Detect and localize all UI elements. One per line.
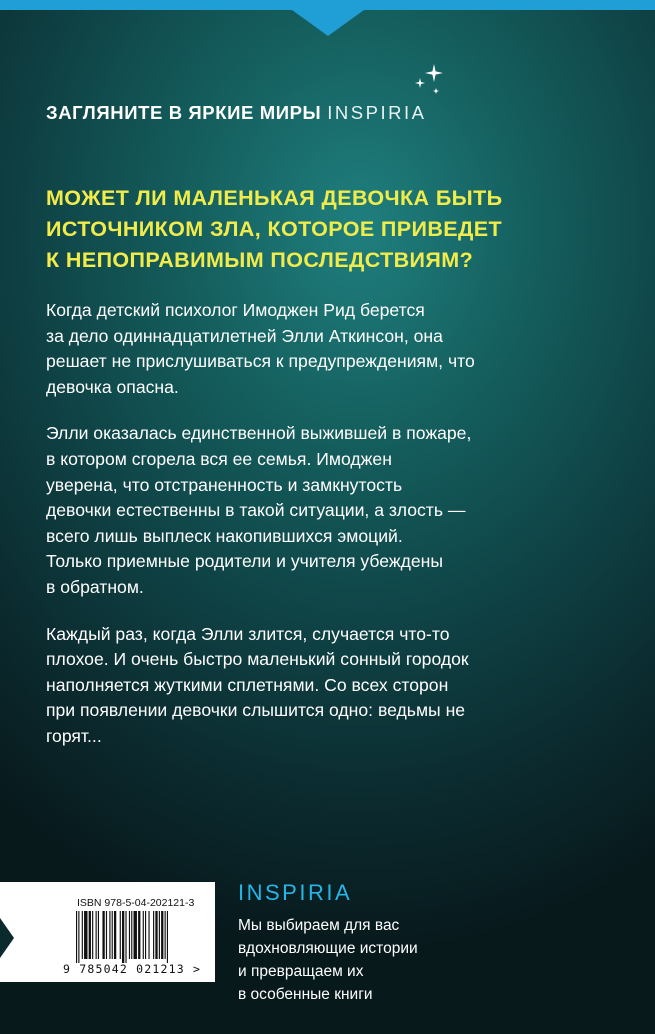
blurb-paragraph [46, 421, 621, 600]
barcode-bar [109, 911, 110, 959]
barcode-bar [125, 911, 126, 963]
barcode [76, 911, 206, 963]
blurb-line: решает не прислушиваться к предупреждениям, что [46, 351, 475, 372]
sparkles-icon [410, 62, 446, 98]
barcode-bar [159, 911, 160, 959]
blurb-line: уверена, что отстраненность и замкнутость [46, 474, 403, 495]
barcode-bar [131, 911, 132, 959]
blurb-paragraph [46, 298, 621, 400]
headline [46, 183, 606, 276]
blurb-line: горят... [46, 725, 102, 746]
barcode-bar [165, 911, 166, 959]
top-ribbon [0, 0, 655, 10]
barcode-bar [96, 911, 97, 959]
barcode-bar [114, 911, 116, 959]
blurb-line: наполняется жуткими сплетнями. Со всех сторон [46, 674, 449, 695]
barcode-bar [78, 911, 79, 963]
barcode-bar [143, 911, 144, 959]
publisher-block [238, 880, 418, 1006]
blurb [46, 298, 621, 771]
barcode-bar [106, 911, 107, 959]
barcode-panel-notch [0, 918, 14, 958]
barcode-bar [76, 911, 77, 963]
barcode-bar [167, 911, 168, 963]
barcode-bar [120, 911, 121, 959]
barcode-bar [98, 911, 99, 959]
barcode-bar [102, 911, 104, 959]
barcode-bar [153, 911, 154, 959]
barcode-bar [148, 911, 149, 959]
tagline-brand: INSPIRIA [327, 102, 427, 123]
headline-line: ИСТОЧНИКОМ ЗЛА, КОТОРОЕ ПРИВЕДЕТ [46, 217, 503, 241]
blurb-line: плохое. И очень быстро маленький сонный городок [46, 649, 469, 670]
tagline-text: ЗАГЛЯНИТЕ В ЯРКИЕ МИРЫ [46, 102, 322, 123]
slogan-line: в особенные книги [238, 986, 373, 1003]
headline-line: К НЕПОПРАВИМЫМ ПОСЛЕДСТВИЯМ? [46, 248, 474, 272]
blurb-line: за дело одиннадцатилетней Элли Аткинсон, она [46, 325, 443, 346]
blurb-line: Элли оказалась единственной выжившей в пожаре, [46, 423, 472, 444]
barcode-bar [155, 911, 157, 959]
blurb-paragraph [46, 622, 621, 750]
headline-line: МОЖЕТ ЛИ МАЛЕНЬКАЯ ДЕВОЧКА БЫТЬ [46, 186, 503, 210]
publisher-slogan [238, 914, 418, 1006]
barcode-bar [138, 911, 140, 959]
blurb-line: девочка опасна. [46, 376, 179, 397]
barcode-bar [145, 911, 146, 959]
blurb-line: Каждый раз, когда Элли злится, случается что-то [46, 623, 450, 644]
barcode-bar [92, 911, 93, 959]
barcode-bar [122, 911, 124, 963]
blurb-line: всего лишь выплеск накопившихся эмоций. [46, 525, 403, 546]
barcode-bar [112, 911, 113, 959]
slogan-line: вдохновляющие истории [238, 940, 418, 957]
slogan-line: Мы выбираем для вас [238, 917, 400, 934]
barcode-bar [134, 911, 137, 959]
publisher-logo: INSPIRIA [238, 880, 353, 905]
blurb-line: Только приемные родители и учителя убеждены [46, 551, 444, 572]
series-tagline [46, 102, 426, 124]
ean-digits: 9 785042 021213 > [63, 962, 202, 976]
blurb-line: в котором сгорела вся ее семья. Имоджен [46, 448, 392, 469]
blurb-line: Когда детский психолог Имоджен Рид берется [46, 300, 425, 320]
barcode-bar [84, 911, 87, 959]
barcode-bar [82, 911, 83, 959]
blurb-line: в обратном. [46, 576, 144, 597]
slogan-line: и превращаем их [238, 963, 364, 980]
ribbon-notch [292, 10, 364, 36]
barcode-bar [89, 911, 91, 959]
isbn-text: ISBN 978-5-04-202121-3 [77, 897, 195, 909]
blurb-line: девочки естественны в такой ситуации, а злость — [46, 500, 466, 521]
blurb-line: при появлении девочки слышится одно: ведьмы не [46, 700, 466, 721]
barcode-bar [161, 911, 163, 959]
barcode-bar [129, 911, 130, 959]
